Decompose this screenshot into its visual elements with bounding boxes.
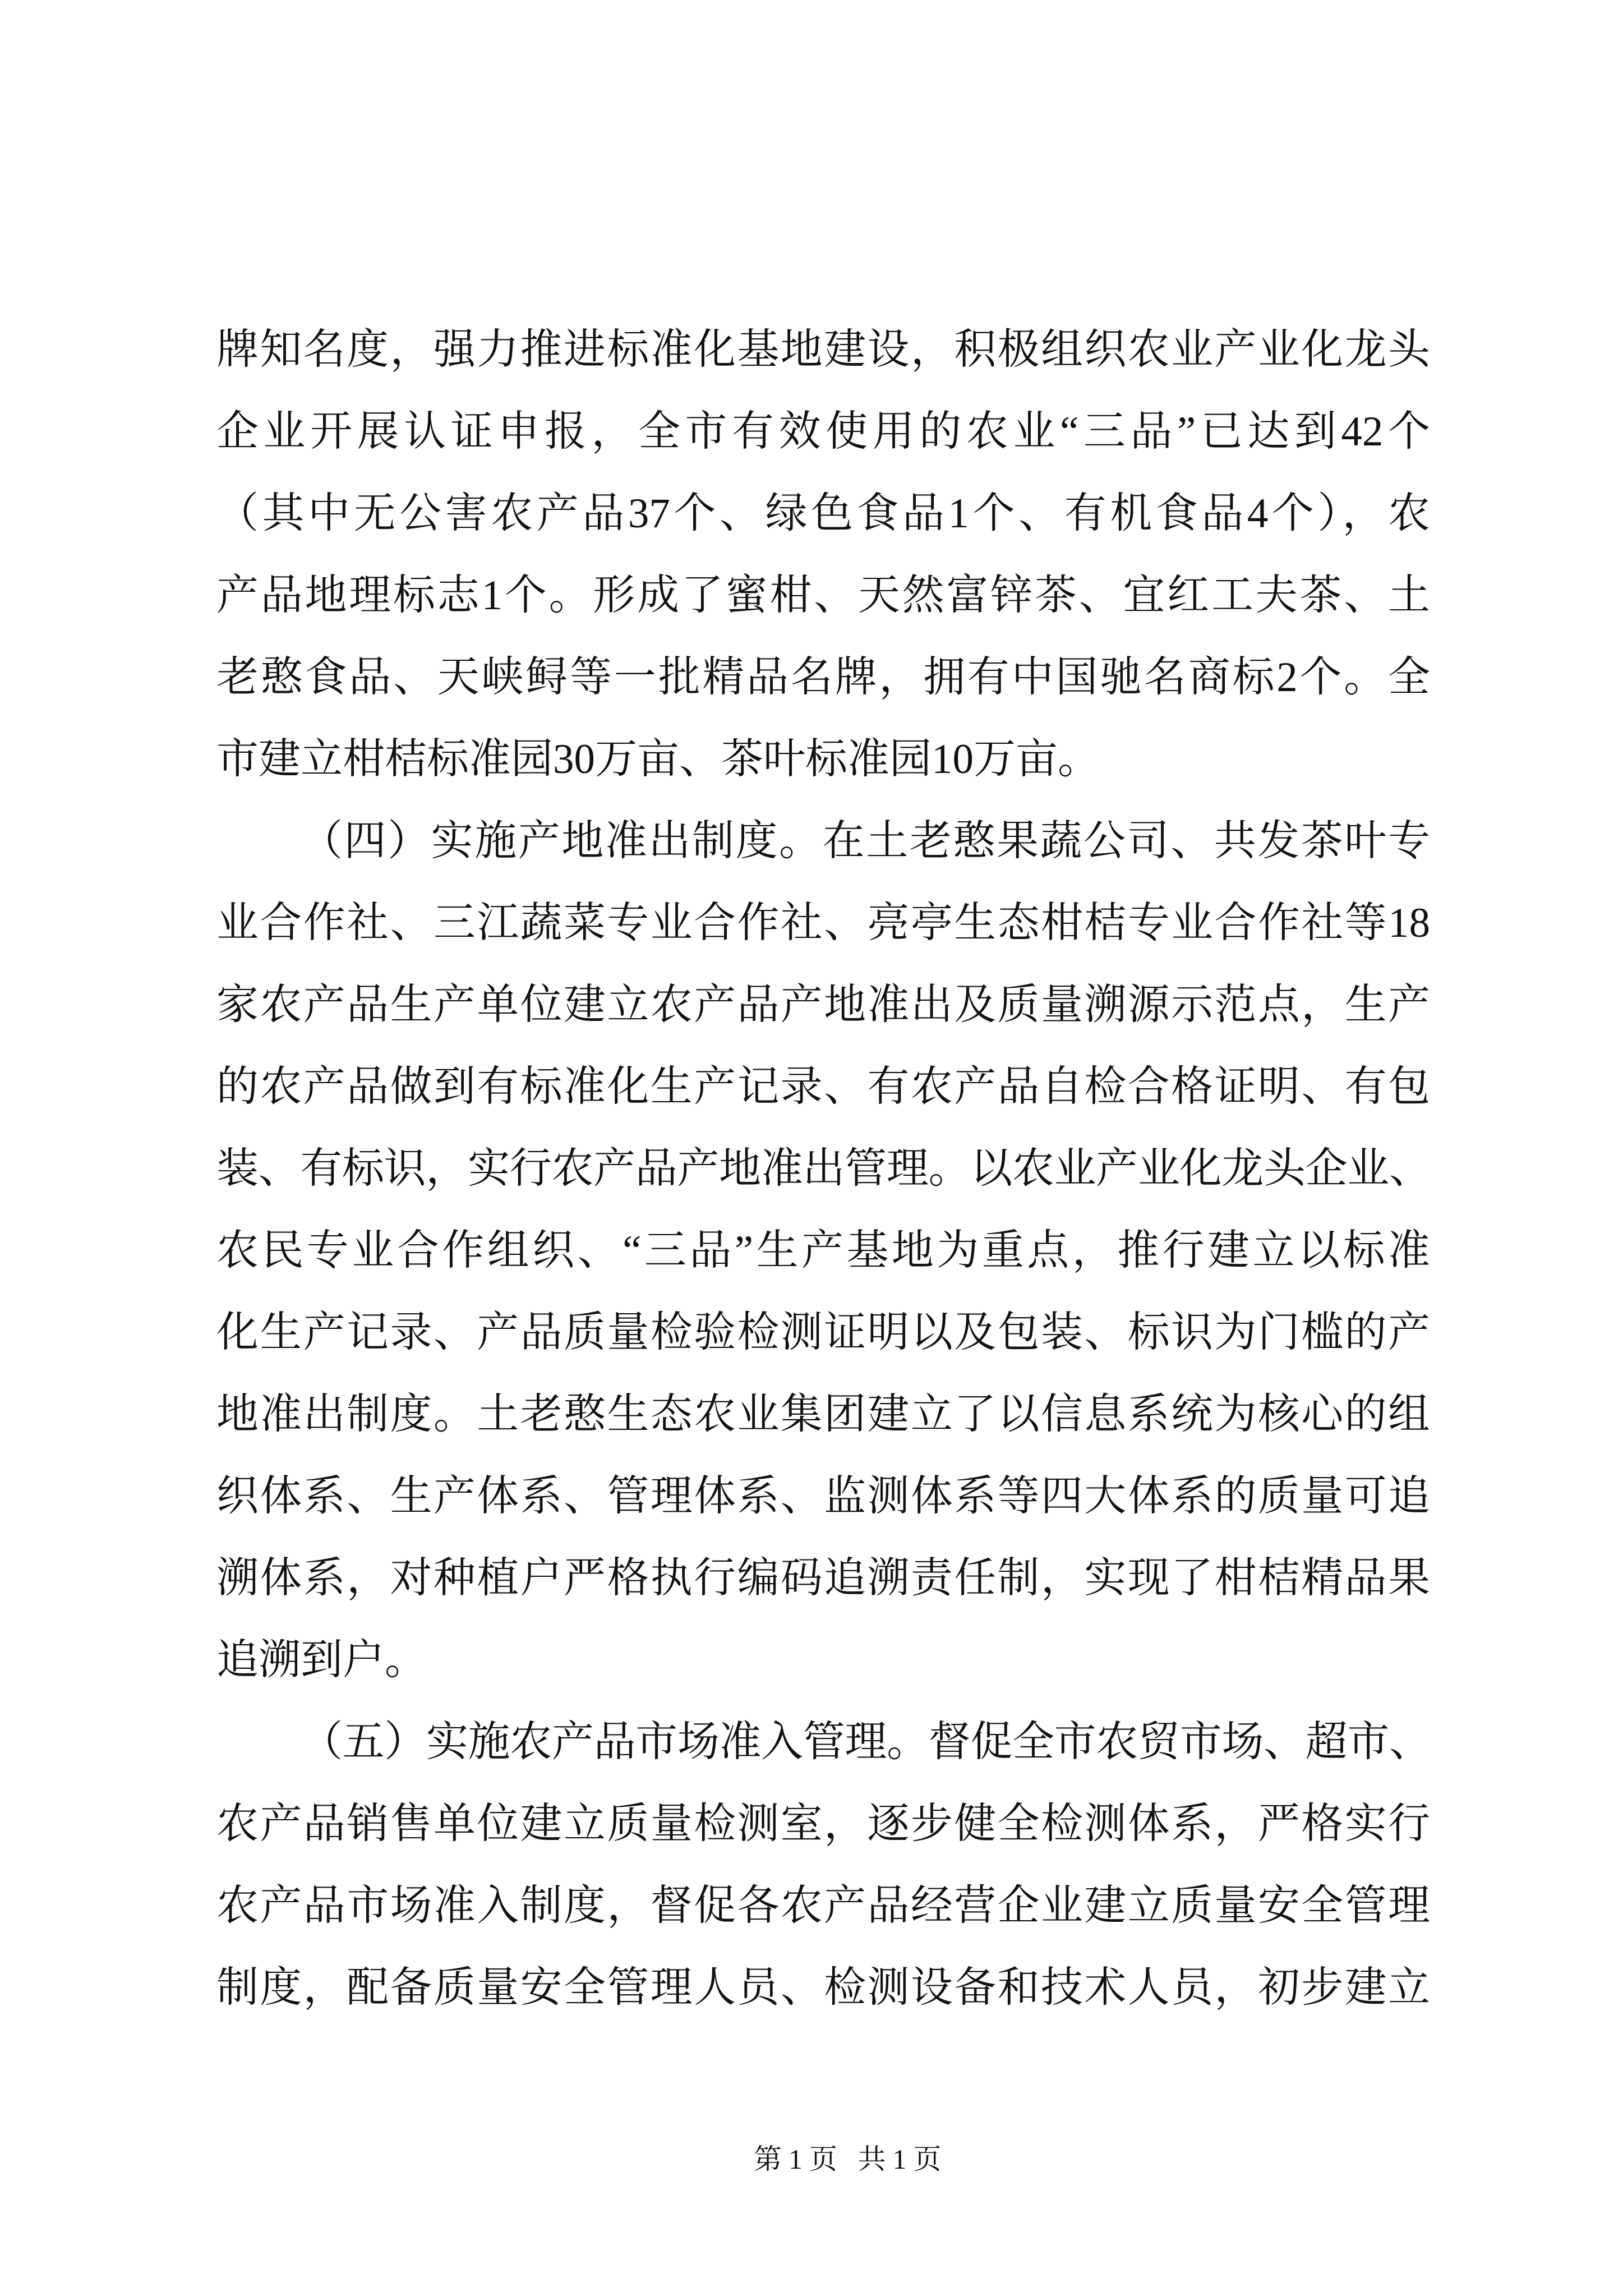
section-heading-line: （四）实施产地准出制度。在土老憨果蔬公司、共发茶叶专: [301, 818, 1430, 864]
section-heading-line: （五）实施农产品市场准入管理。督促全市农贸市场、超市、: [301, 1719, 1430, 1765]
text-line: 追溯到户。: [216, 1637, 427, 1683]
text-line: 的农产品做到有标准化生产记录、有农产品自检合格证明、有包: [216, 1064, 1430, 1110]
text-line: 地准出制度。土老憨生态农业集团建立了以信息系统为核心的组: [216, 1391, 1430, 1438]
text-line: 牌知名度，强力推进标准化基地建设，积极组织农业产业化龙头: [216, 326, 1430, 373]
text-line: 农产品销售单位建立质量检测室，逐步健全检测体系，严格实行: [216, 1801, 1430, 1847]
text-line: 企业开展认证申报，全市有效使用的农业“三品”已达到42个: [216, 408, 1430, 455]
text-line: 化生产记录、产品质量检验检测证明以及包装、标识为门槛的产: [216, 1309, 1430, 1356]
text-line: 市建立柑桔标准园30万亩、茶叶标准园10万亩。: [216, 736, 1100, 783]
paragraph-origin-access-system: [216, 800, 1430, 1701]
text-line: （其中无公害农产品37个、绿色食品1个、有机食品4个），农: [216, 490, 1430, 537]
text-line: 农产品市场准入制度，督促各农产品经营企业建立质量安全管理: [216, 1883, 1430, 1929]
text-line: 装、有标识，实行农产品产地准出管理。以农业产业化龙头企业、: [216, 1145, 1430, 1192]
text-line: 制度，配备质量安全管理人员、检测设备和技术人员，初步建立: [216, 1964, 1430, 2011]
text-line: 老憨食品、天峡鲟等一批精品名牌，拥有中国驰名商标2个。全: [216, 654, 1430, 701]
paragraph-brand-building: [216, 309, 1430, 800]
text-line: 产品地理标志1个。形成了蜜柑、天然富锌茶、宜红工夫茶、土: [216, 572, 1430, 619]
document-body: [216, 309, 1430, 2029]
text-line: 业合作社、三江蔬菜专业合作社、亮亭生态柑桔专业合作社等18: [216, 900, 1430, 946]
text-line: 农民专业合作组织、“三品”生产基地为重点，推行建立以标准: [216, 1227, 1430, 1274]
paragraph-market-access-management: [216, 1701, 1430, 2029]
text-line: 家农产品生产单位建立农产品产地准出及质量溯源示范点，生产: [216, 982, 1430, 1028]
page-footer: 第1页 共1页: [754, 2143, 948, 2175]
text-line: 织体系、生产体系、管理体系、监测体系等四大体系的质量可追: [216, 1473, 1430, 1520]
text-line: 溯体系，对种植户严格执行编码追溯责任制，实现了柑桔精品果: [216, 1555, 1430, 1602]
